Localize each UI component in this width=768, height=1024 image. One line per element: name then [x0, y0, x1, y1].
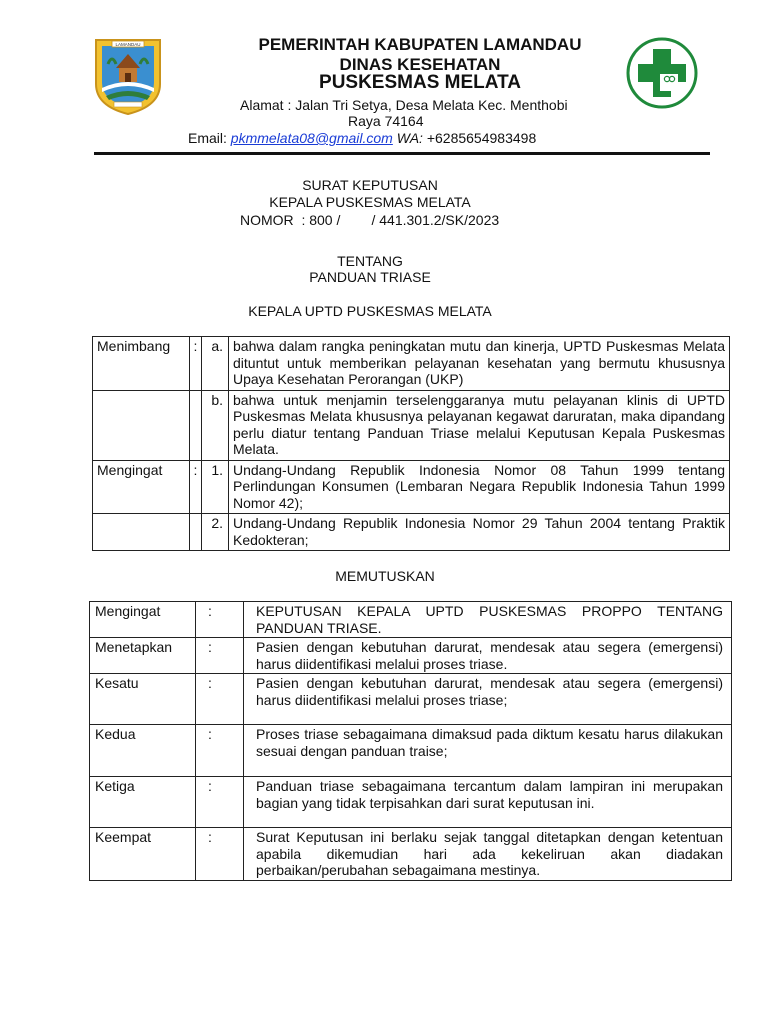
row-colon: :: [190, 460, 202, 514]
emblem-label: LAMANDAU: [115, 42, 141, 47]
row-label: Ketiga: [90, 777, 196, 828]
row-text: Proses triase sebagaimana dimaksud pada diktum kesatu harus dilakukan sesuai dengan panduan traise;: [244, 725, 732, 777]
row-colon: :: [196, 638, 244, 674]
issuer-heading: KEPALA UPTD PUSKESMAS MELATA: [248, 303, 492, 319]
table-row: [93, 390, 730, 460]
row-label: [93, 514, 190, 551]
email-link[interactable]: pkmmelata08@gmail.com: [230, 130, 393, 146]
row-colon: :: [196, 602, 244, 638]
table-row: [93, 514, 730, 551]
decree-title: SURAT KEPUTUSAN: [302, 177, 438, 193]
tentang-heading: TENTANG: [337, 253, 403, 269]
row-text: Undang-Undang Republik Indonesia Nomor 08 Tahun 1999 tentang Perlindungan Konsumen (Lembaran Negara Republik Indonesia Tahun 1999 Nomor 42);: [229, 460, 730, 514]
decree-issuer-title: KEPALA PUSKESMAS MELATA: [269, 194, 471, 210]
row-label: Keempat: [90, 828, 196, 881]
row-label: Kesatu: [90, 674, 196, 725]
row-label: [93, 390, 190, 460]
row-text: Pasien dengan kebutuhan darurat, mendesak atau segera (emergensi) harus diidentifikasi melalui proses triase;: [244, 674, 732, 725]
address-line-1: Alamat : Jalan Tri Setya, Desa Melata Kec. Menthobi: [240, 97, 568, 113]
row-number: a.: [202, 337, 229, 391]
puskesmas-logo-icon: [626, 37, 698, 109]
decree-number: NOMOR : 800 / / 441.301.2/SK/2023: [240, 212, 500, 228]
decree-subject: PANDUAN TRIASE: [309, 269, 431, 285]
row-text: bahwa untuk menjamin terselenggaranya mutu pelayanan klinis di UPTD Puskesmas Melata khususnya pelayanan kegawat daruratan, maka dipandang perlu diatur tentang Panduan Triase melalui Keputusan Kepala Puskesmas Melata.: [229, 390, 730, 460]
email-label: Email:: [188, 130, 227, 146]
contact-line: [188, 130, 536, 146]
table-row: [90, 638, 732, 674]
row-colon: :: [196, 725, 244, 777]
row-colon: :: [196, 674, 244, 725]
department-name: DINAS KESEHATAN: [339, 55, 501, 74]
table-row: [90, 828, 732, 881]
considerations-table: [92, 336, 730, 551]
phone-number: +6285654983498: [426, 130, 537, 146]
row-text: bahwa dalam rangka peningkatan mutu dan kinerja, UPTD Puskesmas Melata dituntut untuk memberikan pelayanan kesehatan yang bermutu khususnya Upaya Kesehatan Perorangan (UKP): [229, 337, 730, 391]
row-number: 1.: [202, 460, 229, 514]
table-row: [90, 777, 732, 828]
row-colon: [190, 390, 202, 460]
row-label: Menetapkan: [90, 638, 196, 674]
row-colon: :: [196, 777, 244, 828]
government-name: PEMERINTAH KABUPATEN LAMANDAU: [258, 35, 582, 54]
table-row: [93, 337, 730, 391]
row-number: 2.: [202, 514, 229, 551]
row-label: Kedua: [90, 725, 196, 777]
row-label: Mengingat: [90, 602, 196, 638]
institution-name: PUSKESMAS MELATA: [319, 72, 521, 93]
address-line-2: Raya 74164: [348, 113, 424, 129]
row-label: Mengingat: [93, 460, 190, 514]
table-row: [93, 460, 730, 514]
row-text: Surat Keputusan ini berlaku sejak tanggal ditetapkan dengan ketentuan apabila dikemudian hari ada kekeliruan akan diadakan perbaikan/perubahan sebagaimana mestinya.: [244, 828, 732, 881]
memutuskan-heading: MEMUTUSKAN: [335, 568, 435, 584]
row-colon: :: [190, 337, 202, 391]
row-number: b.: [202, 390, 229, 460]
lamandau-emblem-icon: [92, 36, 164, 116]
table-row: [90, 602, 732, 638]
letterhead-divider: [94, 152, 710, 155]
row-label: Menimbang: [93, 337, 190, 391]
row-colon: [190, 514, 202, 551]
wa-label: WA:: [396, 130, 423, 146]
row-text: Pasien dengan kebutuhan darurat, mendesak atau segera (emergensi) harus diidentifikasi melalui proses triase.: [244, 638, 732, 674]
row-colon: :: [196, 828, 244, 881]
table-row: [90, 725, 732, 777]
row-text: Undang-Undang Republik Indonesia Nomor 29 Tahun 2004 tentang Praktik Kedokteran;: [229, 514, 730, 551]
decisions-table: [89, 601, 732, 881]
table-row: [90, 674, 732, 725]
row-text: KEPUTUSAN KEPALA UPTD PUSKESMAS PROPPO TENTANG PANDUAN TRIASE.: [244, 602, 732, 638]
row-text: Panduan triase sebagaimana tercantum dalam lampiran ini merupakan bagian yang tidak terpisahkan dari surat keputusan ini.: [244, 777, 732, 828]
